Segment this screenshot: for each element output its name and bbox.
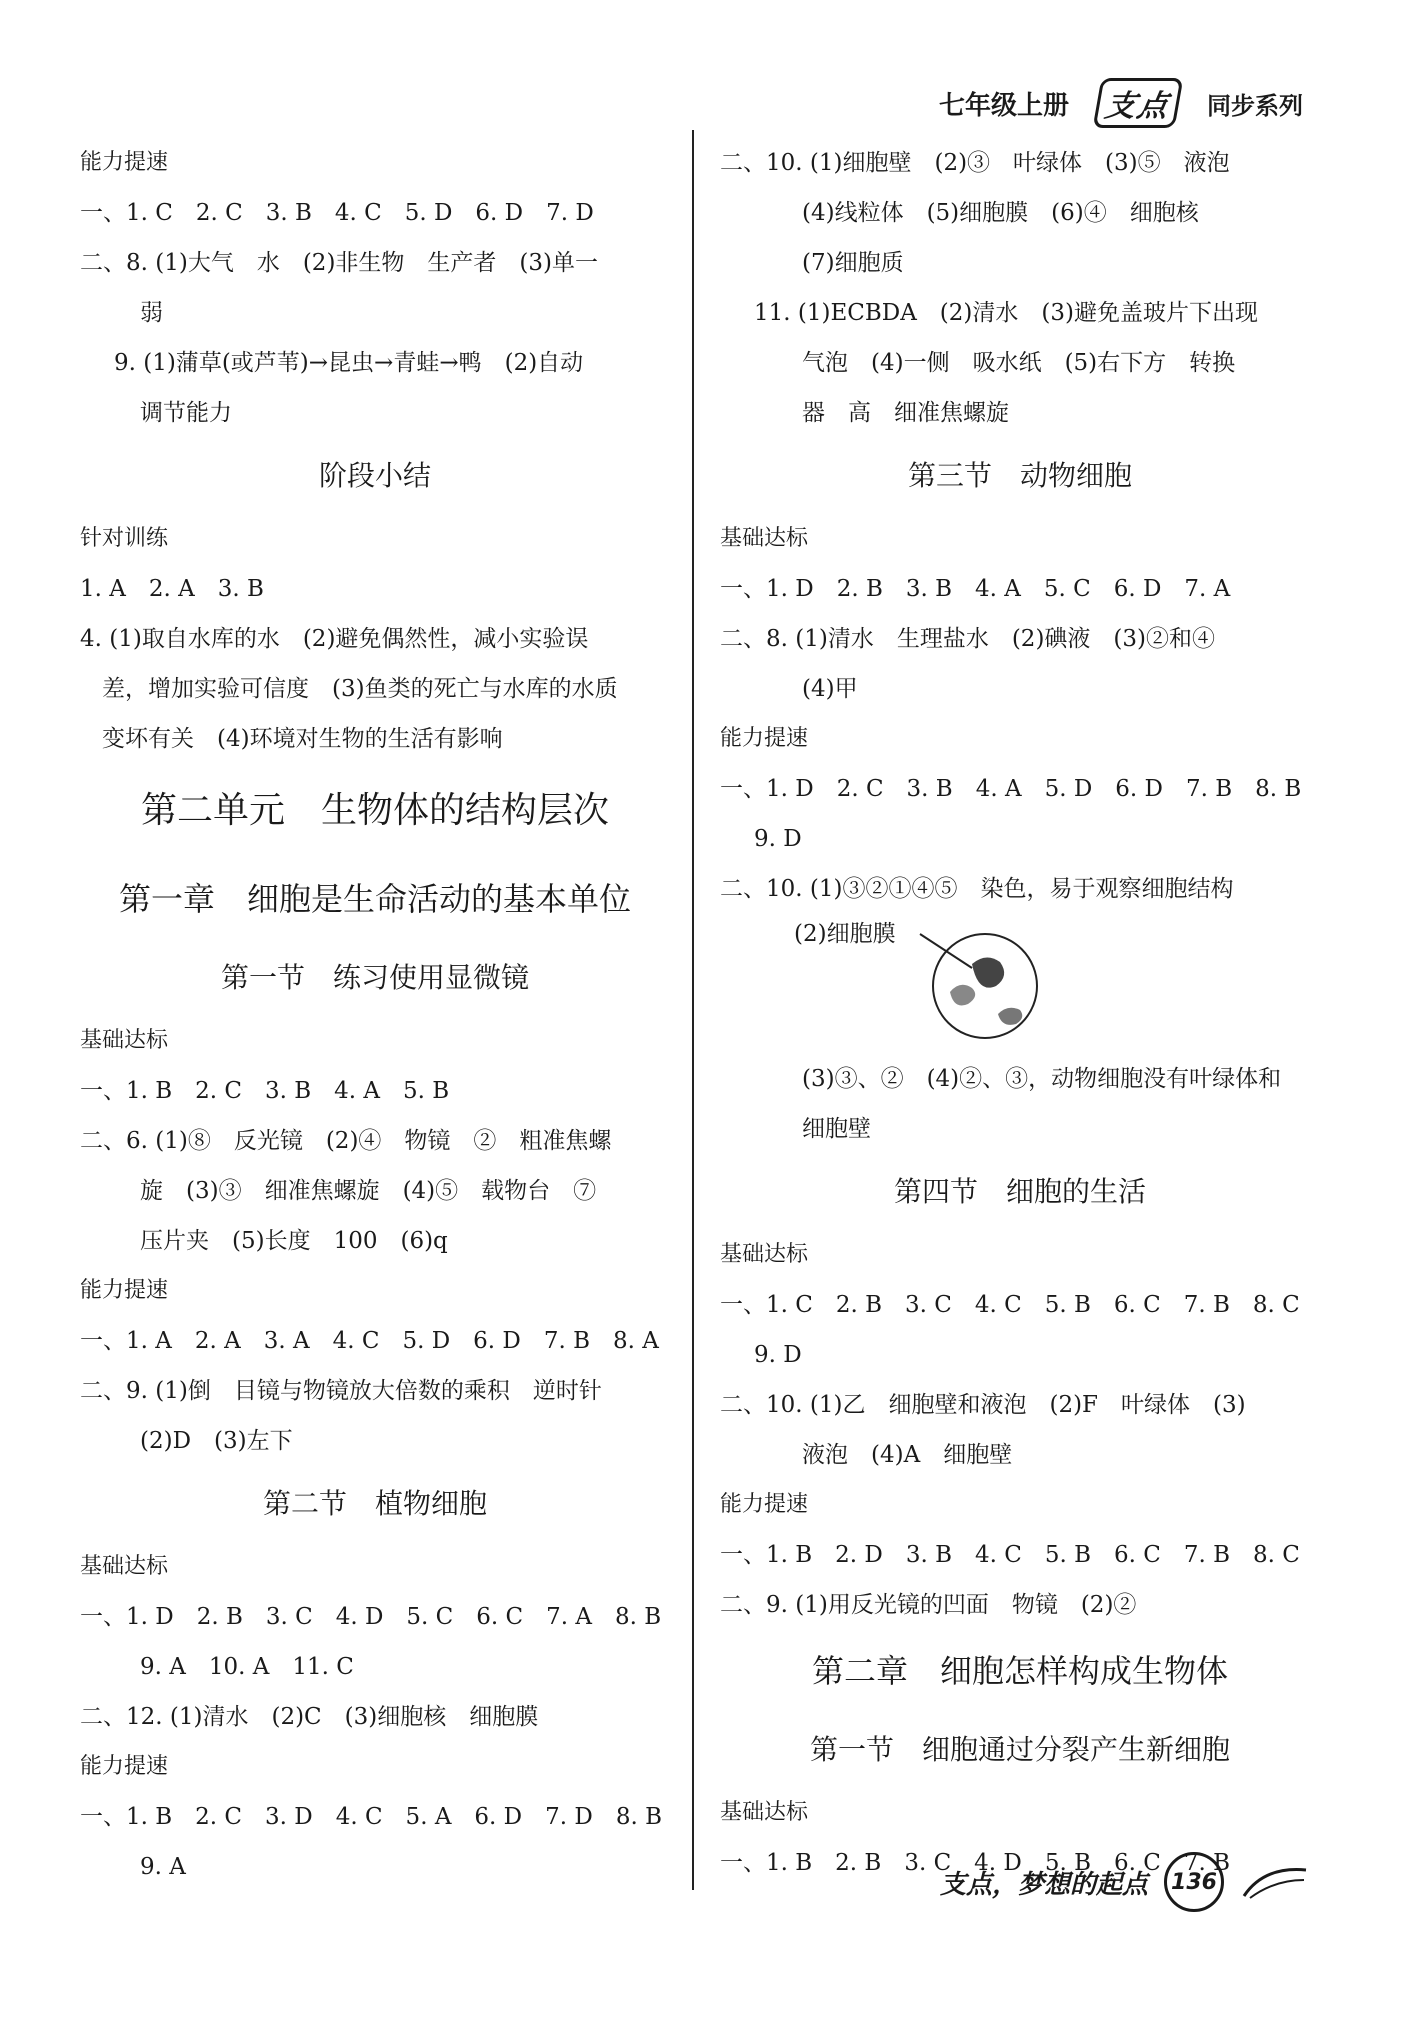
series-label: 同步系列 <box>1207 91 1303 120</box>
answer-line: 二、8. (1)大气 水 (2)非生物 生产者 (3)单一 <box>80 250 598 276</box>
cheek-cell-illustration <box>910 914 1060 1044</box>
page-number: 136 <box>1164 1852 1224 1912</box>
left-column <box>80 138 670 1892</box>
answer-line: 一、1. B 2. C 3. B 4. A 5. B <box>80 1078 450 1104</box>
answer-line: 4. (1)取自水库的水 (2)避免偶然性，减小实验误 <box>80 626 589 652</box>
answer-line: 二、6. (1)⑧ 反光镜 (2)④ 物镜 ② 粗准焦螺 <box>80 1128 612 1154</box>
section-title: 第二节 植物细胞 <box>262 1487 487 1520</box>
section-title: 第一节 细胞通过分裂产生新细胞 <box>809 1733 1230 1766</box>
brand-logo: 支点 <box>1093 78 1184 128</box>
chapter-title: 第二章 细胞怎样构成生物体 <box>811 1652 1228 1690</box>
answer-line: 二、10. (1)乙 细胞壁和液泡 (2)F 叶绿体 (3) <box>720 1392 1246 1418</box>
answer-line: 二、12. (1)清水 (2)C (3)细胞核 细胞膜 <box>80 1704 539 1730</box>
answer-line: (7)细胞质 <box>802 250 904 276</box>
section-label: 能力提速 <box>80 150 169 175</box>
answer-line: 9. (1)蒲草(或芦苇)→昆虫→青蛙→鸭 (2)自动 <box>114 350 584 376</box>
answer-line: 一、1. C 2. C 3. B 4. C 5. D 6. D 7. D <box>80 200 594 226</box>
section-label: 能力提速 <box>80 1278 169 1303</box>
answer-line: 一、1. D 2. B 3. B 4. A 5. C 6. D 7. A <box>720 576 1231 602</box>
answer-line: 9. A <box>140 1854 186 1880</box>
answer-line: 二、8. (1)清水 生理盐水 (2)碘液 (3)②和④ <box>720 626 1215 652</box>
answer-line: 一、1. D 2. B 3. C 4. D 5. C 6. C 7. A 8. B <box>80 1604 662 1630</box>
answer-line: 一、1. C 2. B 3. C 4. C 5. B 6. C 7. B 8. C <box>720 1292 1300 1318</box>
answer-line: 一、1. B 2. B 3. C 4. D 5. B 6. C 7. B <box>720 1850 1231 1876</box>
answer-line: 一、1. D 2. C 3. B 4. A 5. D 6. D 7. B 8. B <box>720 776 1302 802</box>
section-label: 针对训练 <box>80 526 169 551</box>
page-header <box>939 78 1303 128</box>
right-column <box>720 138 1320 1888</box>
answer-line: 二、9. (1)用反光镜的凹面 物镜 (2)② <box>720 1592 1137 1618</box>
answer-line: 一、1. B 2. D 3. B 4. C 5. B 6. C 7. B 8. C <box>720 1542 1300 1568</box>
section-label: 基础达标 <box>720 1242 809 1267</box>
answer-line: 差，增加实验可信度 (3)鱼类的死亡与水库的水质 <box>102 676 618 702</box>
section-label: 基础达标 <box>80 1028 169 1053</box>
section-title: 第一节 练习使用显微镜 <box>220 961 529 994</box>
section-label: 能力提速 <box>720 1492 809 1517</box>
answer-line: 液泡 (4)A 细胞壁 <box>802 1442 1013 1468</box>
answer-line: 1. A 2. A 3. B <box>80 576 264 602</box>
section-label: 基础达标 <box>80 1554 169 1579</box>
answer-line: 9. A 10. A 11. C <box>140 1654 354 1680</box>
section-label: 基础达标 <box>720 1800 809 1825</box>
answer-line: 调节能力 <box>140 400 232 426</box>
answer-line: 9. D <box>754 1342 802 1368</box>
cell-figure <box>720 914 1320 1054</box>
answer-line: 旋 (3)③ 细准焦螺旋 (4)⑤ 载物台 ⑦ <box>140 1178 597 1204</box>
answer-line: (4)甲 <box>802 676 858 702</box>
footer-slogan: 支点，梦想的起点 <box>940 1869 1149 1900</box>
answer-line: (4)线粒体 (5)细胞膜 (6)④ 细胞核 <box>802 200 1199 226</box>
answer-line: 二、9. (1)倒 目镜与物镜放大倍数的乘积 逆时针 <box>80 1378 602 1404</box>
answer-line: 二、10. (1)③②①④⑤ 染色，易于观察细胞结构 <box>720 876 1234 902</box>
page-footer <box>940 1852 1310 1912</box>
answer-line: 11. (1)ECBDA (2)清水 (3)避免盖玻片下出现 <box>754 300 1258 326</box>
section-title: 第三节 动物细胞 <box>907 459 1132 492</box>
answer-line: 细胞壁 <box>802 1116 871 1142</box>
section-label: 基础达标 <box>720 526 809 551</box>
answer-line: 二、10. (1)细胞壁 (2)③ 叶绿体 (3)⑤ 液泡 <box>720 150 1230 176</box>
answer-line: (2)D (3)左下 <box>140 1428 293 1454</box>
answer-line: (3)③、② (4)②、③，动物细胞没有叶绿体和 <box>802 1066 1282 1092</box>
stage-summary-title: 阶段小结 <box>318 459 431 492</box>
answer-line: 弱 <box>140 300 163 326</box>
answer-line: 气泡 (4)一侧 吸水纸 (5)右下方 转换 <box>802 350 1236 376</box>
section-label: 能力提速 <box>720 726 809 751</box>
unit-title: 第二单元 生物体的结构层次 <box>140 790 609 831</box>
grade-label: 七年级上册 <box>938 90 1069 121</box>
answer-line: (2)细胞膜 <box>794 921 896 947</box>
answer-line: 9. D <box>754 826 802 852</box>
answer-line: 变坏有关 (4)环境对生物的生活有影响 <box>102 726 503 752</box>
answer-line: 一、1. B 2. C 3. D 4. C 5. A 6. D 7. D 8. B <box>80 1804 662 1830</box>
answer-line: 器 高 细准焦螺旋 <box>802 400 1009 426</box>
answer-line: 一、1. A 2. A 3. A 4. C 5. D 6. D 7. B 8. A <box>80 1328 659 1354</box>
chapter-title: 第一章 细胞是生命活动的基本单位 <box>118 880 631 918</box>
answer-line: 压片夹 (5)长度 100 (6)q <box>140 1228 448 1254</box>
column-divider <box>692 130 694 1890</box>
section-title: 第四节 细胞的生活 <box>893 1175 1146 1208</box>
swoosh-icon <box>1240 1862 1310 1902</box>
section-label: 能力提速 <box>80 1754 169 1779</box>
